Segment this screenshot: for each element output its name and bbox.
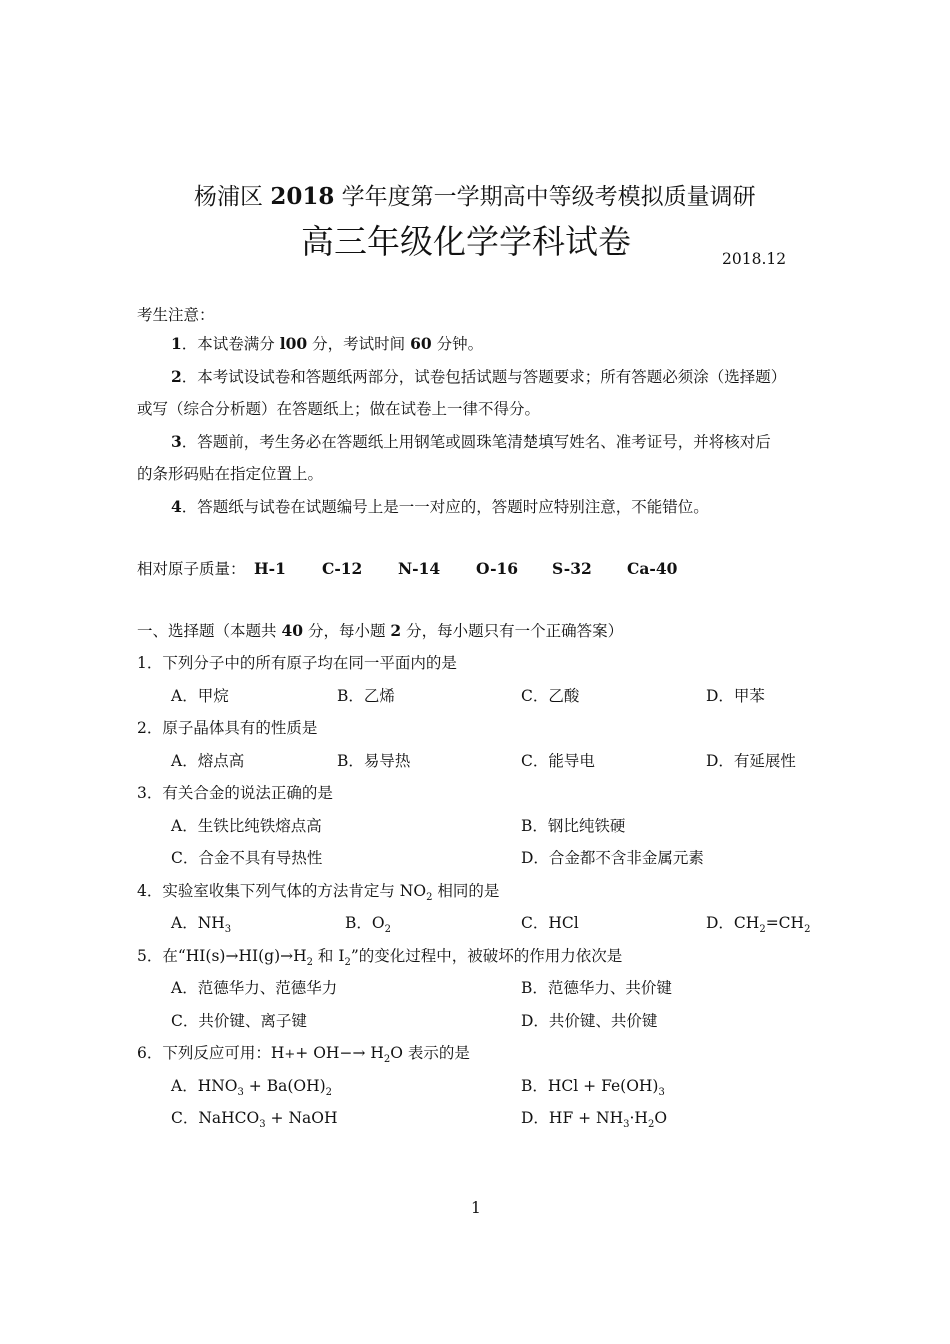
question-6-option-c: C．NaHCO$_3$ + NaOH (171, 1109, 338, 1130)
atomic-mass-h: H-1 (254, 559, 286, 578)
question-3-option-b: B．钢比纯铁硬 (521, 817, 626, 835)
question-5-stem: 5．在“$HI(s)\to HI(g)\to H_2$ 和 $I_2$”的变化过程中，被破坏的作用力依次是 (137, 947, 623, 968)
question-2-option-b: B．易导热 (337, 752, 411, 770)
exam-date: 2018.12 (722, 250, 787, 268)
question-3-option-c: C．合金不具有导热性 (171, 849, 323, 867)
section-heading: 一、选择题（本题共 40 分，每小题 2 分，每小题只有一个正确答案） (137, 621, 624, 640)
notice-item-2: 2．本考试设试卷和答题纸两部分，试卷包括试题与答题要求；所有答题必须涂（选择题） (171, 367, 787, 386)
question-3-option-d: D．合金都不含非金属元素 (521, 849, 704, 867)
question-2-option-d: D．有延展性 (706, 752, 796, 770)
question-5-option-d: D．共价键、共价键 (521, 1012, 658, 1030)
notice-item-3-cont: 的条形码贴在指定位置上。 (137, 465, 324, 483)
question-1-option-b: B．乙烯 (337, 687, 395, 705)
question-3-option-a: A．生铁比纯铁熔点高 (171, 817, 322, 835)
question-1-stem: 1．下列分子中的所有原子均在同一平面内的是 (137, 654, 457, 672)
question-2-option-a: A．熔点高 (171, 752, 245, 770)
question-1-option-c: C．乙酸 (521, 687, 580, 705)
question-4-option-d: D．$CH_2=CH_2$ (706, 914, 811, 935)
question-4-stem: 4．实验室收集下列气体的方法肯定与 $NO_2$ 相同的是 (137, 882, 500, 903)
question-1-option-d: D．甲苯 (706, 687, 765, 705)
exam-title-line1: 杨浦区 2018 学年度第一学期高中等级考模拟质量调研 (194, 183, 756, 210)
atomic-mass-label: 相对原子质量： (137, 560, 246, 578)
notice-item-1: 1．本试卷满分 l00 分，考试时间 60 分钟。 (171, 334, 484, 353)
atomic-mass-s: S-32 (552, 559, 592, 578)
question-6-option-d: D．HF + $NH_3\cdot H_2O$ (521, 1109, 668, 1130)
question-4-option-b: B．$O_2$ (345, 914, 391, 935)
question-1-option-a: A．甲烷 (171, 687, 229, 705)
question-2-stem: 2．原子晶体具有的性质是 (137, 719, 318, 737)
question-4-option-c: C．HCl (521, 914, 579, 932)
question-6-option-b: B．HCl + $Fe(OH)_3$ (521, 1077, 665, 1098)
question-3-stem: 3．有关合金的说法正确的是 (137, 784, 333, 802)
question-6-stem: 6．下列反应可用：$H++ OH-\to H_2O$ 表示的是 (137, 1044, 470, 1065)
notice-item-2-cont: 或写（综合分析题）在答题纸上；做在试卷上一律不得分。 (137, 400, 541, 418)
notice-item-4: 4．答题纸与试卷在试题编号上是一一对应的，答题时应特别注意，不能错位。 (171, 497, 709, 516)
exam-title-line2: 高三年级化学学科试卷 (301, 222, 631, 261)
page-number: 1 (471, 1199, 481, 1217)
notice-heading: 考生注意： (137, 306, 215, 324)
atomic-mass-o: O-16 (476, 559, 519, 578)
atomic-mass-n: N-14 (398, 559, 441, 578)
notice-item-3: 3．答题前，考生务必在答题纸上用钢笔或圆珠笔清楚填写姓名、准考证号，并将核对后 (171, 432, 771, 451)
question-5-option-a: A．范德华力、范德华力 (171, 979, 338, 997)
question-2-option-c: C．能导电 (521, 752, 595, 770)
question-5-option-c: C．共价键、离子键 (171, 1012, 307, 1030)
question-4-option-a: A．$NH_3$ (171, 914, 232, 935)
question-5-option-b: B．范德华力、共价键 (521, 979, 672, 997)
question-6-option-a: A．$HNO_3 + Ba(OH)_2$ (171, 1077, 333, 1098)
atomic-mass-c: C-12 (322, 559, 363, 578)
atomic-mass-ca: Ca-40 (627, 559, 678, 578)
